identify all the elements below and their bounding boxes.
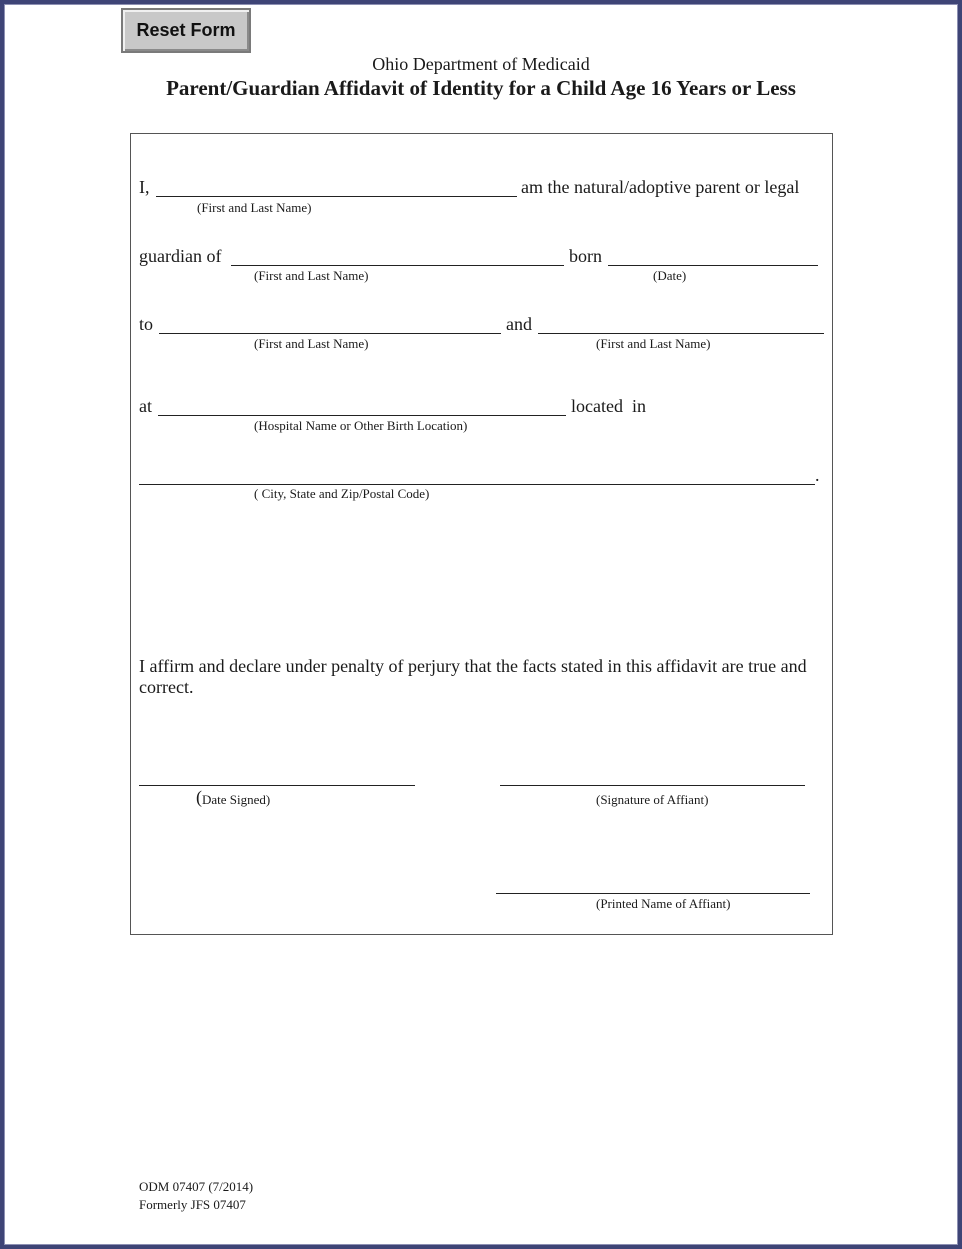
first-parent-field[interactable] xyxy=(159,312,501,334)
parent-name-field[interactable] xyxy=(156,175,517,197)
date-signed-caption: Date Signed) xyxy=(202,792,271,807)
birth-location-field[interactable] xyxy=(158,394,566,416)
signature-field[interactable] xyxy=(500,764,805,786)
row4-prefix: at xyxy=(139,396,152,416)
child-name-field[interactable] xyxy=(231,244,564,266)
child-name-caption: (First and Last Name) xyxy=(254,268,369,283)
birth-date-caption: (Date) xyxy=(653,268,687,283)
row4-suffix: located in xyxy=(571,396,646,416)
row1-prefix: I, xyxy=(139,177,150,197)
city-state-caption: ( City, State and Zip/Postal Code) xyxy=(254,486,430,501)
row5-period: . xyxy=(815,465,820,485)
form-number: ODM 07407 (7/2014) xyxy=(139,1179,254,1194)
city-state-field[interactable] xyxy=(139,463,815,485)
form-title: Parent/Guardian Affidavit of Identity for a Child Age 16 Years or Less xyxy=(166,76,796,100)
second-parent-field[interactable] xyxy=(538,312,824,334)
birth-date-field[interactable] xyxy=(608,244,818,266)
first-parent-caption: (First and Last Name) xyxy=(254,336,369,351)
affirmation-text: I affirm and declare under penalty of perjury that the facts stated in this affidavit are true and correct. xyxy=(139,656,807,697)
second-parent-caption: (First and Last Name) xyxy=(596,336,711,351)
signature-caption: (Signature of Affiant) xyxy=(596,792,709,807)
row3-middle: and xyxy=(506,314,532,334)
parent-name-caption: (First and Last Name) xyxy=(197,200,312,215)
row3-prefix: to xyxy=(139,314,154,334)
agency-name: Ohio Department of Medicaid xyxy=(372,54,590,74)
row2-prefix: guardian of xyxy=(139,246,222,266)
birth-location-caption: (Hospital Name or Other Birth Location) xyxy=(254,418,468,433)
reset-form-button[interactable]: Reset Form xyxy=(121,8,251,53)
row2-middle: born xyxy=(569,246,602,266)
date-signed-paren: ( xyxy=(196,787,202,807)
printed-name-caption: (Printed Name of Affiant) xyxy=(596,896,731,911)
date-signed-field[interactable] xyxy=(139,764,415,786)
formerly-number: Formerly JFS 07407 xyxy=(139,1197,246,1212)
row1-suffix: am the natural/adoptive parent or legal xyxy=(521,177,800,197)
printed-name-field[interactable] xyxy=(496,872,810,894)
